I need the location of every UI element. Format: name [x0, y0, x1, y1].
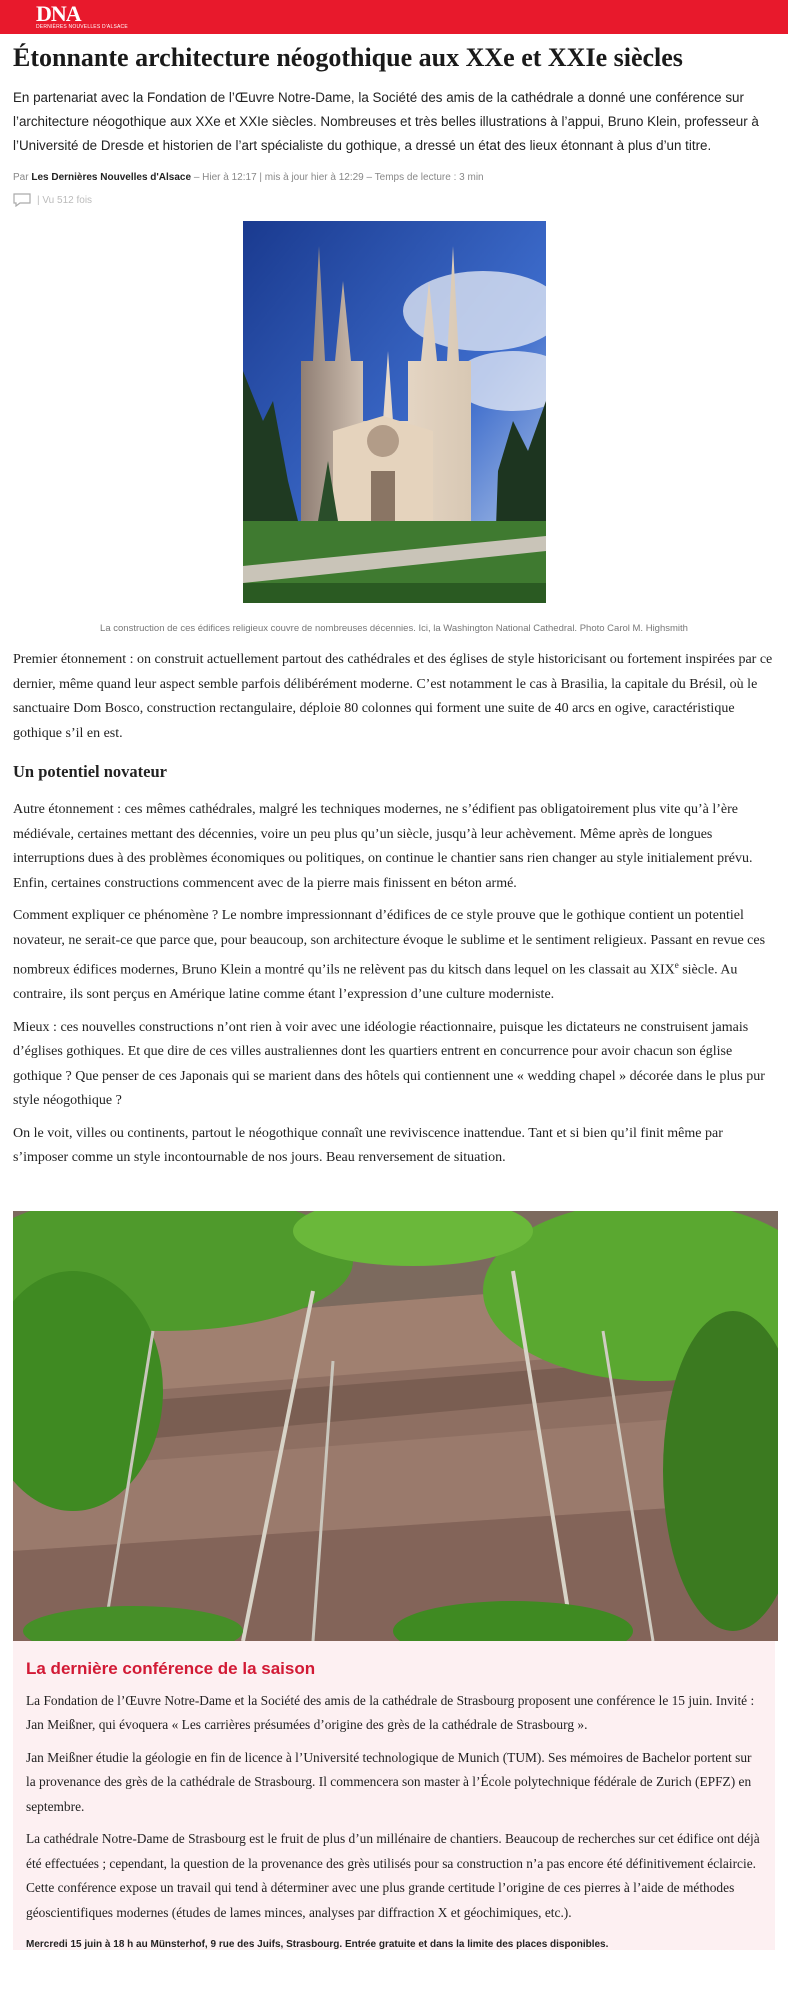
paragraph: Mieux : ces nouvelles constructions n’ont rien à voir avec une idéologie réactionnaire, puisque les dictateurs ne construisent jamais d’églises gothiques. Et que dire de ces villes australiennes dont les quartiers entrent en concurrence pour avoir chacun son église gothique ? Que penser de ces Japonais qui se marient dans des hôtels qui contiennent une « wedding chapel » décorée dans le plus pur style néogothique ?	[13, 1019, 765, 1109]
box-paragraph: La Fondation de l’Œuvre Notre-Dame et la Société des amis de la cathédrale de Strasbourg proposent une conférence le 15 juin. Invité : Jan Meißner, qui évoquera « Les carrières présumées d’origine des grès de la cathédrale de Strasbourg ».	[26, 1692, 755, 1733]
author-link[interactable]: Les Dernières Nouvelles d'Alsace	[31, 172, 192, 183]
top-bar	[0, 0, 788, 34]
sandstone-quarry-photo	[13, 1211, 778, 1641]
dna-logo[interactable]: DNA	[36, 1, 81, 26]
byline-prefix: Par	[13, 172, 29, 183]
box-title: La dernière conférence de la saison	[26, 1658, 316, 1678]
comment-icon[interactable]	[13, 193, 31, 207]
cathedral-photo	[243, 221, 546, 603]
article-title: Étonnante architecture néogothique aux XXe et XXIe siècles	[13, 43, 683, 72]
article	[0, 42, 788, 1950]
paragraph: Autre étonnement : ces mêmes cathédrales, malgré les techniques modernes, ne s’édifient pas obligatoirement plus vite qu’à l’ère médiévale, certaines mettant des décennies, voire un peu plus qu’un siècle, jusqu’à leur achèvement. Même après de longues interruptions dues à des problèmes économiques ou politiques, on continue le chantier sans rien changer au style initialement prévu. Enfin, certaines constructions commencent avec de la pierre mais finissent en béton armé.	[13, 802, 753, 891]
byline-meta: – Hier à 12:17 | mis à jour hier à 12:29 – Temps de lecture : 3 min	[193, 172, 484, 183]
paragraph: On le voit, villes ou continents, partout le néogothique connaît une reviviscence inattendue. Tant et si bien qu’il finit même par s’imposer comme un style incontournable de nos jours. Beau renversement de situation.	[13, 1125, 723, 1166]
paragraph-text: siècle. Au contraire, ils sont perçus en Amérique latine comme étant l’expression d’une culture moderniste.	[13, 962, 738, 1003]
box-paragraph: La cathédrale Notre-Dame de Strasbourg est le fruit de plus d’un millénaire de chantiers. Beaucoup de recherches sur cet édifice ont déjà été effectuées ; cependant, la question de la provenance des grès utilisés pour sa construction n’a pas encore été définitivement éclaircie. Cette conférence expose un travail qui tend à déterminer avec une plus grande certitude l’origine de ces pierres à l’aide de méthodes géoscientifiques modernes (études de lames minces, analyses par diffraction X et géochimiques, etc.).	[26, 1831, 760, 1920]
photo-caption: La construction de ces édifices religieux couvre de nombreuses décennies. Ici, la Washington National Cathedral. Photo Carol M. Highsmith	[100, 623, 688, 634]
paragraph	[13, 904, 775, 1008]
article-lead: En partenariat avec la Fondation de l’Œuvre Notre-Dame, la Société des amis de la cathédrale a donné une conférence sur l’architecture néogothique aux XXe et XXIe siècles. Nombreuses et très belles illustrations à l’appui, Bruno Klein, professeur à l’Université de Dresde et historien de l’art spécialiste du gothique, a dressé un état des lieux étonnant à plus d’un titre.	[13, 90, 759, 153]
superscript: e	[674, 960, 679, 970]
views-count: | Vu 512 fois	[37, 194, 93, 206]
paragraph: Premier étonnement : on construit actuellement partout des cathédrales et des églises de style historicisant ou fortement inspirées par ce dernier, même quand leur aspect semble parfois délibérément moderne. C’est notamment le cas à Brasilia, la capitale du Brésil, où le sanctuaire Dom Bosco, construction rectangulaire, déploie 80 colonnes qui forment une suite de 40 arcs en ogive, caractéristique gothique s’il en est.	[13, 652, 773, 741]
info-box-content	[13, 1641, 775, 1951]
info-box	[13, 1211, 775, 1951]
logo-subtitle: DERNIÈRES NOUVELLES D'ALSACE	[36, 24, 128, 30]
event-info: Mercredi 15 juin à 18 h au Münsterhof, 9 rue des Juifs, Strasbourg. Entrée gratuite et dans la limite des places disponibles.	[26, 1939, 609, 1951]
paragraph-text: Comment expliquer ce phénomène ? Le nombre impressionnant d’édifices de ce style prouve que le gothique contient un potentiel novateur, ne serait-ce que parce que, pour beaucoup, son architecture évoque le sublime et le sentiment religieux. Passant en revue ces nombreux édifices modernes, Bruno Klein a montré qu’ils ne relèvent pas du kitsch dans lequel on les classait au XIX	[13, 908, 766, 978]
comments-row	[13, 193, 775, 207]
article-body	[13, 648, 775, 1171]
box-paragraph: Jan Meißner étudie la géologie en fin de licence à l’Université technologique de Munich (TUM). Ses mémoires de Bachelor portent sur la provenance des grès de la cathédrale de Strasbourg. Il commencera son master à l’École polytechnique fédérale de Zurich (EPFZ) en septembre.	[26, 1749, 752, 1814]
subtitle: Un potentiel novateur	[13, 762, 167, 781]
byline	[13, 172, 775, 183]
